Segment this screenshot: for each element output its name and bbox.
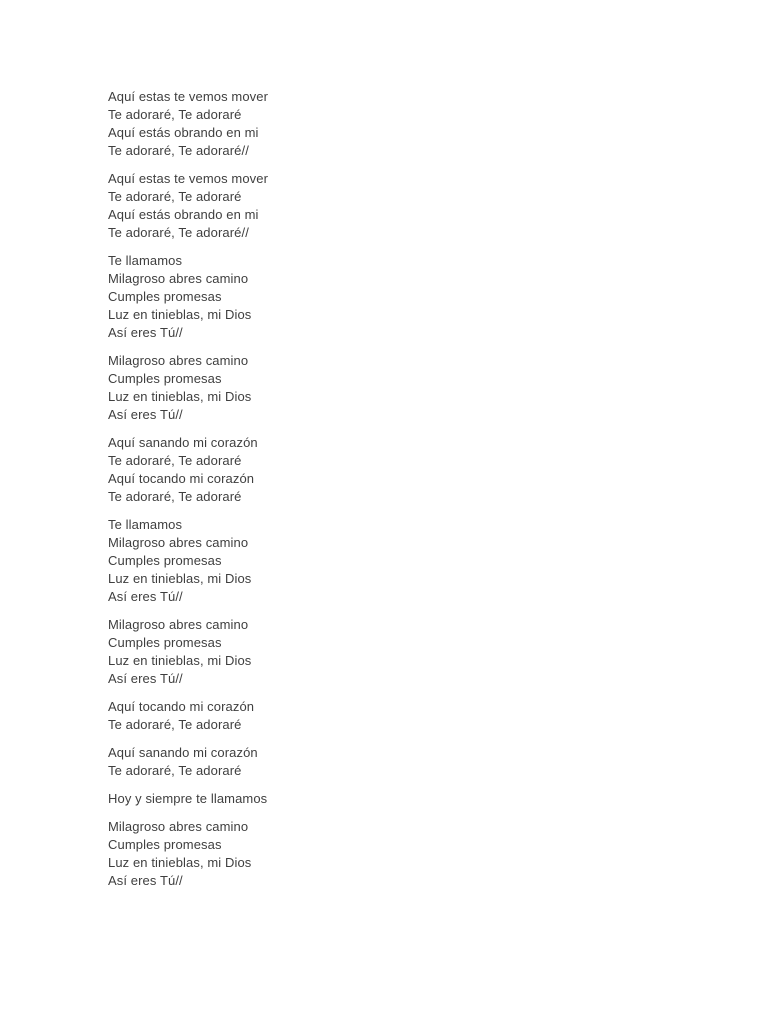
stanza [108,698,728,734]
lyric-line: Luz en tinieblas, mi Dios [108,307,252,322]
lyrics-content [108,88,728,900]
lyric-line: Aquí estas te vemos mover [108,171,269,186]
lyric-line: Te llamamos [108,517,183,532]
lyric-line: Te adoraré, Te adoraré// [108,143,249,158]
lyric-line: Cumples promesas [108,837,222,852]
lyric-line: Luz en tinieblas, mi Dios [108,571,252,586]
lyric-line: Milagroso abres camino [108,819,249,834]
stanza [108,790,728,808]
stanza [108,88,728,160]
lyric-line: Luz en tinieblas, mi Dios [108,855,252,870]
lyric-line: Te adoraré, Te adoraré [108,763,242,778]
stanza [108,434,728,506]
lyric-line: Te llamamos [108,253,183,268]
lyric-line: Aquí tocando mi corazón [108,699,255,714]
lyric-line: Aquí sanando mi corazón [108,745,258,760]
stanza [108,744,728,780]
lyric-line: Así eres Tú// [108,589,183,604]
lyric-line: Aquí tocando mi corazón [108,471,255,486]
lyric-line: Aquí estás obrando en mi [108,125,259,140]
lyric-line: Luz en tinieblas, mi Dios [108,389,252,404]
stanza [108,252,728,342]
lyric-line: Aquí sanando mi corazón [108,435,258,450]
lyric-line: Milagroso abres camino [108,271,249,286]
stanza [108,818,728,890]
lyric-line: Te adoraré, Te adoraré// [108,225,249,240]
lyric-line: Así eres Tú// [108,325,183,340]
lyric-line: Milagroso abres camino [108,353,249,368]
lyric-line: Luz en tinieblas, mi Dios [108,653,252,668]
lyric-line: Cumples promesas [108,635,222,650]
lyric-line: Te adoraré, Te adoraré [108,107,242,122]
lyric-line: Te adoraré, Te adoraré [108,489,242,504]
lyric-line: Milagroso abres camino [108,535,249,550]
lyric-line: Cumples promesas [108,553,222,568]
stanza [108,616,728,688]
lyric-line: Así eres Tú// [108,671,183,686]
stanza [108,516,728,606]
lyric-line: Te adoraré, Te adoraré [108,453,242,468]
lyric-line: Te adoraré, Te adoraré [108,189,242,204]
lyric-line: Hoy y siempre te llamamos [108,791,268,806]
lyric-line: Así eres Tú// [108,407,183,422]
lyric-line: Aquí estas te vemos mover [108,89,269,104]
lyric-line: Aquí estás obrando en mi [108,207,259,222]
lyric-line: Milagroso abres camino [108,617,249,632]
stanza [108,352,728,424]
lyric-line: Así eres Tú// [108,873,183,888]
lyric-line: Te adoraré, Te adoraré [108,717,242,732]
lyric-line: Cumples promesas [108,371,222,386]
stanza [108,170,728,242]
lyric-line: Cumples promesas [108,289,222,304]
